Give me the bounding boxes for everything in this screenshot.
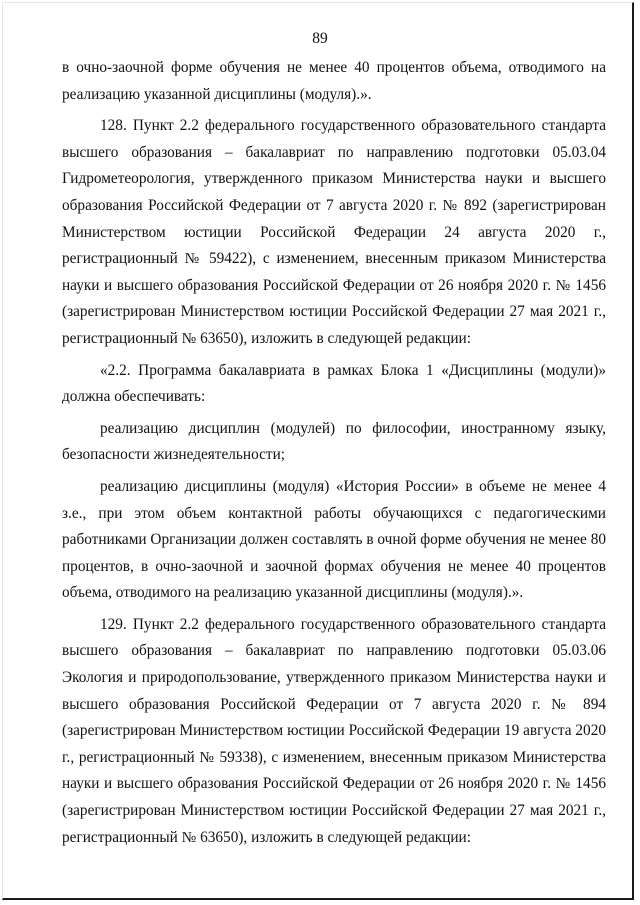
paragraph-quote-2-2: «2.2. Программа бакалавриата в рамках Блока 1 «Дисциплины (модули)» должна обеспечивать: (62, 361, 606, 406)
paragraph-continuation: в очно-заочной форме обучения не менее 40 процентов объема, отводимого на реализацию указанной дисциплины (модуля).». (62, 59, 606, 103)
document-body (62, 55, 606, 856)
paragraph-item-129: 129. Пункт 2.2 федерального государственного образовательного стандарта высшего образования – бакалавриат по направлению подготовки 05.03.06 Экология и природопользование, утвержденного приказом Министерства науки и высшего образования Российской Федерации от 7 августа 2020 г. № 894 (зарегистрирован Министерством юстиции Российской Федерации 19 августа 2020 г., регистрационный № 59338), с изменением, внесенным приказом Министерства науки и высшего образования Российской Федерации от 26 ноября 2020 г. № 1456 (зарегистрирован Министерством юстиции Российской Федерации 27 мая 2021 г., регистрационный № 63650), изложить в следующей редакции: (62, 615, 606, 846)
paragraph-disciplines: реализацию дисциплин (модулей) по философии, иностранному языку, безопасности жизнедеятельности; (62, 419, 606, 464)
paragraph-history-of-russia: реализацию дисциплины (модуля) «История России» в объеме не менее 4 з.е., при этом объем контактной работы обучающихся с педагогическими работниками Организации должен составлять в очной форме обучения не менее 80 процентов, в очно-заочной и заочной формах обучения не менее 40 процентов объема, отводимого на реализацию указанной дисциплины (модуля).». (62, 477, 606, 602)
paragraph-item-128: 128. Пункт 2.2 федерального государственного образовательного стандарта высшего образования – бакалавриат по направлению подготовки 05.03.04 Гидрометеорология, утвержденного приказом Министерства науки и высшего образования Российской Федерации от 7 августа 2020 г. № 892 (зарегистрирован Министерством юстиции Российской Федерации 24 августа 2020 г., регистрационный № 59422), с изменением, внесенным приказом Министерства науки и высшего образования Российской Федерации от 26 ноября 2020 г. № 1456 (зарегистрирован Министерством юстиции Российской Федерации 27 мая 2021 г., регистрационный № 63650), изложить в следующей редакции: (62, 117, 606, 347)
page-number: 89 (312, 30, 328, 47)
